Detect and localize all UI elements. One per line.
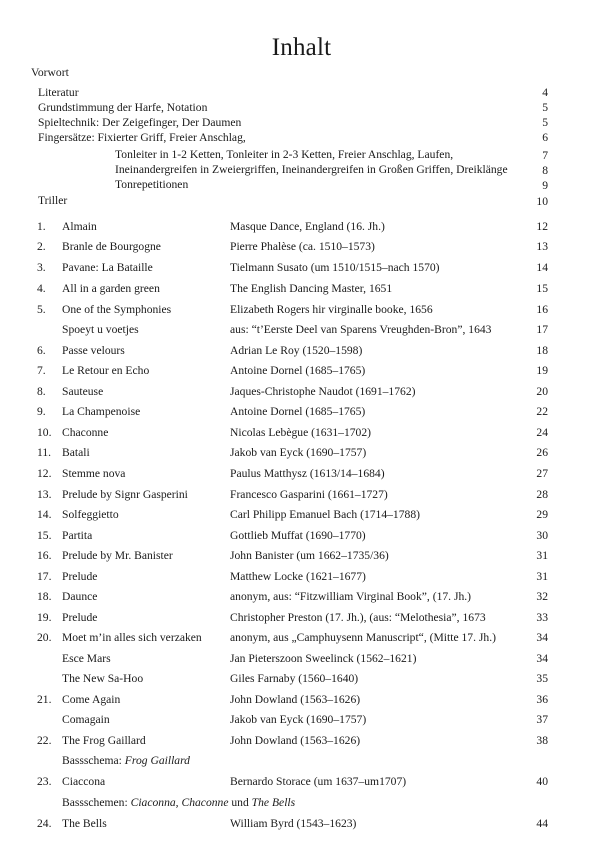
page-number: 33 bbox=[536, 611, 548, 624]
page-number: 5 bbox=[542, 101, 548, 114]
page-number: 44 bbox=[536, 817, 548, 830]
page-number: 9 bbox=[542, 179, 548, 192]
page-number: 31 bbox=[536, 549, 548, 562]
page-number: 37 bbox=[536, 713, 548, 726]
entry-composer: Christopher Preston (17. Jh.), (aus: “Melothesia”, 1673 bbox=[230, 611, 486, 624]
entry-number: 17. bbox=[37, 570, 52, 583]
page-number: 36 bbox=[536, 693, 548, 706]
entry-number: 2. bbox=[37, 240, 46, 253]
page-number: 16 bbox=[536, 303, 548, 316]
entry-title: Passe velours bbox=[62, 344, 125, 357]
page-number: 27 bbox=[536, 467, 548, 480]
page-number: 40 bbox=[536, 775, 548, 788]
entry-composer: Gottlieb Muffat (1690–1770) bbox=[230, 529, 366, 542]
page-number: 28 bbox=[536, 488, 548, 501]
entry-composer: anonym, aus: “Fitzwilliam Virginal Book”, (17. Jh.) bbox=[230, 590, 472, 603]
intro-line: Literatur bbox=[38, 86, 79, 99]
page-number: 18 bbox=[536, 344, 548, 357]
entry-composer: Jan Pieterszoon Sweelinck (1562–1621) bbox=[230, 652, 417, 665]
entry-number: 23. bbox=[37, 775, 52, 788]
page-number: 17 bbox=[536, 323, 548, 336]
entry-number: 15. bbox=[37, 529, 52, 542]
entry-number: 24. bbox=[37, 817, 52, 830]
page-number: 15 bbox=[536, 282, 548, 295]
page-number: 31 bbox=[536, 570, 548, 583]
entry-composer: Giles Farnaby (1560–1640) bbox=[230, 672, 359, 685]
entry-number: 8. bbox=[37, 385, 46, 398]
entry-composer: Tielmann Susato (um 1510/1515–nach 1570) bbox=[230, 261, 440, 274]
entry-title: Ciaccona bbox=[62, 775, 106, 788]
entry-number: 13. bbox=[37, 488, 52, 501]
entry-number: 14. bbox=[37, 508, 52, 521]
page-number: 35 bbox=[536, 672, 548, 685]
entry-composer: Nicolas Lebègue (1631–1702) bbox=[230, 426, 372, 439]
entry-number: 7. bbox=[37, 364, 46, 377]
entry-composer: Antoine Dornel (1685–1765) bbox=[230, 364, 366, 377]
page-number: 10 bbox=[536, 195, 548, 208]
intro-line: Fingersätze: Fixierter Griff, Freier Anschlag, bbox=[38, 131, 246, 144]
fingersatz-subline: Tonrepetitionen bbox=[115, 178, 189, 191]
page-number: 19 bbox=[536, 364, 548, 377]
entry-number: 10. bbox=[37, 426, 52, 439]
entry-number: 6. bbox=[37, 344, 46, 357]
page-number: 6 bbox=[542, 131, 548, 144]
entry-title: Pavane: La Bataille bbox=[62, 261, 153, 274]
entry-title: Prelude by Mr. Banister bbox=[62, 549, 173, 562]
entry-title: Chaconne bbox=[62, 426, 109, 439]
page-number: 34 bbox=[536, 631, 548, 644]
entry-number: 1. bbox=[37, 220, 46, 233]
entry-title: La Champenoise bbox=[62, 405, 141, 418]
entry-composer: John Dowland (1563–1626) bbox=[230, 693, 361, 706]
entry-composer: Francesco Gasparini (1661–1727) bbox=[230, 488, 388, 501]
entry-composer: Paulus Matthysz (1613/14–1684) bbox=[230, 467, 385, 480]
entry-number: 20. bbox=[37, 631, 52, 644]
entry-title: Prelude bbox=[62, 570, 98, 583]
entry-composer: The English Dancing Master, 1651 bbox=[230, 282, 393, 295]
entry-composer: anonym, aus „Camphuysenn Manuscript“, (Mitte 17. Jh.) bbox=[230, 631, 496, 644]
page-number: 20 bbox=[536, 385, 548, 398]
entry-composer: Bernardo Storace (um 1637–um1707) bbox=[230, 775, 407, 788]
entry-number: 5. bbox=[37, 303, 46, 316]
entry-composer: John Dowland (1563–1626) bbox=[230, 734, 361, 747]
entry-title: One of the Symphonies bbox=[62, 303, 172, 316]
intro-line: Grundstimmung der Harfe, Notation bbox=[38, 101, 208, 114]
page-number: 26 bbox=[536, 446, 548, 459]
entry-title: The Bells bbox=[62, 817, 107, 830]
entry-number: 12. bbox=[37, 467, 52, 480]
entry-composer: Jakob van Eyck (1690–1757) bbox=[230, 713, 367, 726]
entry-title: Almain bbox=[62, 220, 97, 233]
page-number: 13 bbox=[536, 240, 548, 253]
fingersatz-subline: Tonleiter in 1-2 Ketten, Tonleiter in 2-3 Ketten, Freier Anschlag, Laufen, bbox=[115, 148, 454, 161]
entry-number: 22. bbox=[37, 734, 52, 747]
entry-title: Branle de Bourgogne bbox=[62, 240, 161, 253]
page-number: 22 bbox=[536, 405, 548, 418]
page-number: 8 bbox=[542, 164, 548, 177]
entry-number: 3. bbox=[37, 261, 46, 274]
page-number: 38 bbox=[536, 734, 548, 747]
page-number: 4 bbox=[542, 86, 548, 99]
entry-title: Prelude bbox=[62, 611, 98, 624]
entry-composer: Masque Dance, England (16. Jh.) bbox=[230, 220, 385, 233]
page-number: 24 bbox=[536, 426, 548, 439]
entry-number: 18. bbox=[37, 590, 52, 603]
page-number: 29 bbox=[536, 508, 548, 521]
entry-title: Come Again bbox=[62, 693, 121, 706]
entry-composer: Adrian Le Roy (1520–1598) bbox=[230, 344, 363, 357]
entry-composer: Carl Philipp Emanuel Bach (1714–1788) bbox=[230, 508, 420, 521]
entry-composer: William Byrd (1543–1623) bbox=[230, 817, 357, 830]
page-number: 34 bbox=[536, 652, 548, 665]
entry-composer: John Banister (um 1662–1735/36) bbox=[230, 549, 389, 562]
entry-title: Sauteuse bbox=[62, 385, 104, 398]
entry-title: Solfeggietto bbox=[62, 508, 119, 521]
page-number: 32 bbox=[536, 590, 548, 603]
intro-line: Triller bbox=[38, 194, 68, 207]
entry-title: Partita bbox=[62, 529, 93, 542]
entry-composer: Jaques-Christophe Naudot (1691–1762) bbox=[230, 385, 416, 398]
entry-title: Spoeyt u voetjes bbox=[62, 323, 139, 336]
entry-title: Batali bbox=[62, 446, 90, 459]
entry-title: Stemme nova bbox=[62, 467, 126, 480]
page-number: 14 bbox=[536, 261, 548, 274]
entry-composer: Jakob van Eyck (1690–1757) bbox=[230, 446, 367, 459]
entry-number: 16. bbox=[37, 549, 52, 562]
entry-composer: Antoine Dornel (1685–1765) bbox=[230, 405, 366, 418]
entry-title: Daunce bbox=[62, 590, 98, 603]
page-number: 12 bbox=[536, 220, 548, 233]
entry-title: The New Sa-Hoo bbox=[62, 672, 144, 685]
page-number: 7 bbox=[542, 149, 548, 162]
entry-composer: Matthew Locke (1621–1677) bbox=[230, 570, 366, 583]
entry-title: All in a garden green bbox=[62, 282, 160, 295]
page-title: Inhalt bbox=[271, 34, 332, 61]
entry-composer: Elizabeth Rogers hir virginalle booke, 1656 bbox=[230, 303, 433, 316]
entry-title: Le Retour en Echo bbox=[62, 364, 150, 377]
fingersatz-subline: Ineinandergreifen in Zweiergriffen, Ineinandergreifen in Großen Griffen, Dreiklänge bbox=[115, 163, 508, 176]
entry-title: Esce Mars bbox=[62, 652, 111, 665]
intro-line: Spieltechnik: Der Zeigefinger, Der Daumen bbox=[38, 116, 242, 129]
page-number: 30 bbox=[536, 529, 548, 542]
entry-number: 19. bbox=[37, 611, 52, 624]
entry-number: 21. bbox=[37, 693, 52, 706]
page-number: 5 bbox=[542, 116, 548, 129]
entry-number: 4. bbox=[37, 282, 46, 295]
entry-title: Prelude by Signr Gasperini bbox=[62, 488, 188, 501]
entry-number: 11. bbox=[37, 446, 52, 459]
vorwort-heading: Vorwort bbox=[31, 66, 69, 79]
entry-title: Comagain bbox=[62, 713, 110, 726]
entry-composer: Pierre Phalèse (ca. 1510–1573) bbox=[230, 240, 375, 253]
bassschemen-note: Bassschemen: Ciaconna, Chaconne und The Bells bbox=[62, 796, 296, 809]
entry-title: The Frog Gaillard bbox=[62, 734, 146, 747]
bassschema-note: Bassschema: Frog Gaillard bbox=[62, 754, 190, 767]
entry-number: 9. bbox=[37, 405, 46, 418]
entry-title: Moet m’in alles sich verzaken bbox=[62, 631, 202, 644]
entry-composer: aus: “t’Eerste Deel van Sparens Vreughden-Bron”, 1643 bbox=[230, 323, 492, 336]
